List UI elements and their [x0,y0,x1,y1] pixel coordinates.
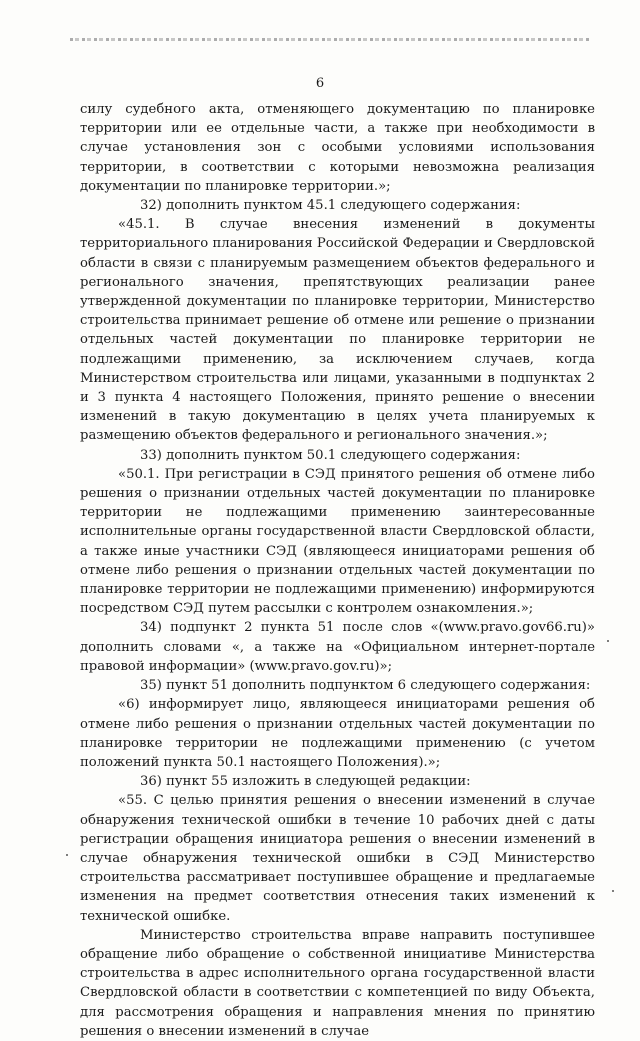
scan-speck [66,854,68,856]
paragraph-quote-6: «6) информирует лицо, являющееся инициаторами решения об отмене либо решения о признании отдельных частей документации по планировке территории не подлежащими применению (с учетом положений пункта 50.1 настоящего Положения).»; [80,697,595,770]
paragraph-quote-50-1: «50.1. При регистрации в СЭД принятого решения об отмене либо решения о признании отдельных частей документации по планировке территории не подлежащими применению заинтересованные исполнительные органы государственной власти Свердловской области, а также иные участники СЭД (являющееся инициаторами решения об отмене либо решения о признании отдельных частей документации по планировке территории не подлежащими применению) информируются посредством СЭД путем рассылки с контролем ознакомления.»; [80,466,595,617]
page-number: 6 [315,76,325,91]
paragraph-item-32: 32) дополнить пунктом 45.1 следующего содержания: [140,198,521,214]
paragraph-ministry: Министерство строительства вправе направить поступившее обращение либо обращение о собственной инициативе Министерства строительства в адрес исполнительного органа государственной власти Свердловской области в соответствии с компетенцией по виду Объекта, для рассмотрения обращения и направления мнения по принятию решения о внесении изменений в случае [80,927,595,1039]
document-body [80,100,595,1041]
paragraph-item-36: 36) пункт 55 изложить в следующей редакции: [140,774,471,790]
scan-speck [607,640,609,642]
scan-artifact-line [70,38,590,41]
scan-speck [612,890,614,892]
paragraph-item-34: 34) подпункт 2 пункта 51 после слов «(www.pravo.gov66.ru)» дополнить словами «, а также на «Официальном интернет-портале правовой информации» (www.pravo.gov.ru)»; [80,620,595,674]
paragraph-quote-45-1: «45.1. В случае внесения изменений в документы территориального планирования Российской Федерации и Свердловской области в связи с планируемым размещением объектов федерального и регионального значения, препятствующих реализации ранее утвержденной документации по планировке территории, Министерство строительства принимает решение об отмене или решение о признании отдельных частей документации по планировке территории не подлежащими применению, за исключением случаев, когда Министерством строительства или лицами, указанными в подпунктах 2 и 3 пункта 4 настоящего Положения, принято решение о внесении изменений в такую документацию в целях учета планируемых к размещению объектов федерального и регионального значения.»; [80,217,595,444]
paragraph-item-33: 33) дополнить пунктом 50.1 следующего содержания: [140,447,521,463]
paragraph-quote-55: «55. С целью принятия решения о внесении изменений в случае обнаружения технической ошибки в течение 10 рабочих дней с даты регистрации обращения инициатора решения о внесении изменений в случае обнаружения технической ошибки в СЭД Министерство строительства рассматривает поступившее обращение и предлагаемые изменения на предмет соответствия отнесения таких изменений к технической ошибке. [80,793,595,924]
paragraph-continuation: силу судебного акта, отменяющего документацию по планировке территории или ее отдельные части, а также при необходимости в случае установления зон с особыми условиями использования территории, в соответствии с которыми невозможна реализация документации по планировке территории.»; [80,102,595,194]
paragraph-item-35: 35) пункт 51 дополнить подпунктом 6 следующего содержания: [140,678,591,694]
